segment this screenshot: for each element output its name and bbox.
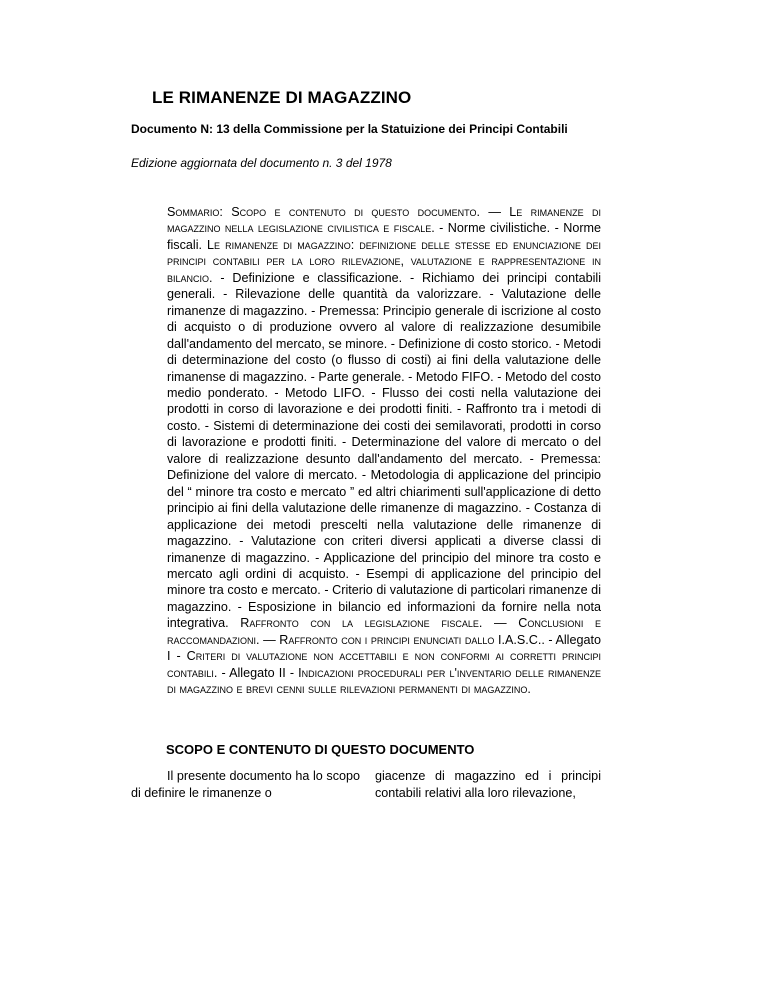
summary-text-6: I.A.S.C.. - Allegato I -	[167, 632, 601, 664]
document-title: LE RIMANENZE DI MAGAZZINO	[152, 88, 412, 107]
edition-note: Edizione aggiornata del documento n. 3 del 1978	[131, 156, 392, 170]
summary-text-2: - Norme civilistiche. - Norme fiscali.	[167, 221, 602, 252]
summary-paragraph	[167, 204, 601, 698]
summary-text-8: - Allegato II -	[217, 665, 299, 680]
summary-text-4: - Definizione e classificazione. - Richiamo dei principi contabili generali. - Rilevazione delle quantità da valorizzare. - Valutazione delle rimanenze di magazzino. - Premessa: Principio generale di iscrizione al costo di acquisto o di produzione ovvero al valore di realizzazione desumibile dall'andamento del mercato, se minore. - Definizione di costo storico. - Metodi di determinazione del costo (o flusso di costi) ai fini della valutazione delle rimanense di magazzino. - Parte generale. - Metodo FIFO. - Metodo del costo medio ponderato. - Metodo LIFO. - Flusso dei costi nella valutazione dei prodotti in corso di lavorazione e dei prodotti finiti. - Raffronto tra i metodi di costo. - Sistemi di determinazione dei costi dei semilavorati, prodotti in corso di lavorazione e prodotti finiti. - Determinazione del valore di mercato o del valore di realizzazione desunto dall'andamento del mercato. - Premessa: Definizione del valore di mercato. - Metodologia di applicazione del principio del “ minore tra costo e mercato ” ed altri chiarimenti sull'applicazione di detto principio ai fini della valutazione delle rimanenze di magazzino. - Costanza di applicazione dei metodi prescelti nella valutazione delle rimanenze di magazzino. - Valutazione con criteri diversi applicati a diverse classi di rimanenze di magazzino. - Applicazione del principio del minore tra costo e mercato agli ordini di acquisto. - Esempi di applicazione del principio del minore tra costo e mercato. - Criterio di valutazione di particolari rimanenze di magazzino. - Esposizione in bilancio ed informazioni da fornire nella nota integrativa.	[167, 270, 601, 631]
summary-smallcaps-9: Indicazioni procedurali per l'inventario delle rimanenze di magazzino e brevi cenni sulle rilevazioni permanenti di magazzino.	[167, 665, 602, 697]
body-column-right: giacenze di magazzino ed i principi contabili relativi alla loro rilevazione,	[375, 769, 601, 800]
section-heading: SCOPO E CONTENUTO DI QUESTO DOCUMENTO	[166, 742, 475, 757]
summary-smallcaps-1: Sommario: Scopo e contenuto di questo documento. — Le rimanenze di magazzino nella legislazione civilistica e fiscale.	[167, 205, 601, 236]
document-reference: Documento N: 13 della Commissione per la Statuizione dei Principi Contabili	[131, 122, 568, 136]
body-column-left: Il presente documento ha lo scopo di definire le rimanenze o	[131, 769, 360, 800]
summary-smallcaps-7: Criteri di valutazione non accettabili e non conformi ai corretti principi contabili.	[167, 649, 601, 680]
summary-smallcaps-3: Le rimanenze di magazzino: definizione delle stesse ed enunciazione dei principi contabili per la loro rilevazione, valutazione e rappresentazione in bilancio.	[167, 237, 601, 285]
summary-smallcaps-5: Raffronto con la legislazione fiscale. — Conclusioni e raccomandazioni. — Raffronto con i principi enunciati dallo	[167, 616, 601, 647]
